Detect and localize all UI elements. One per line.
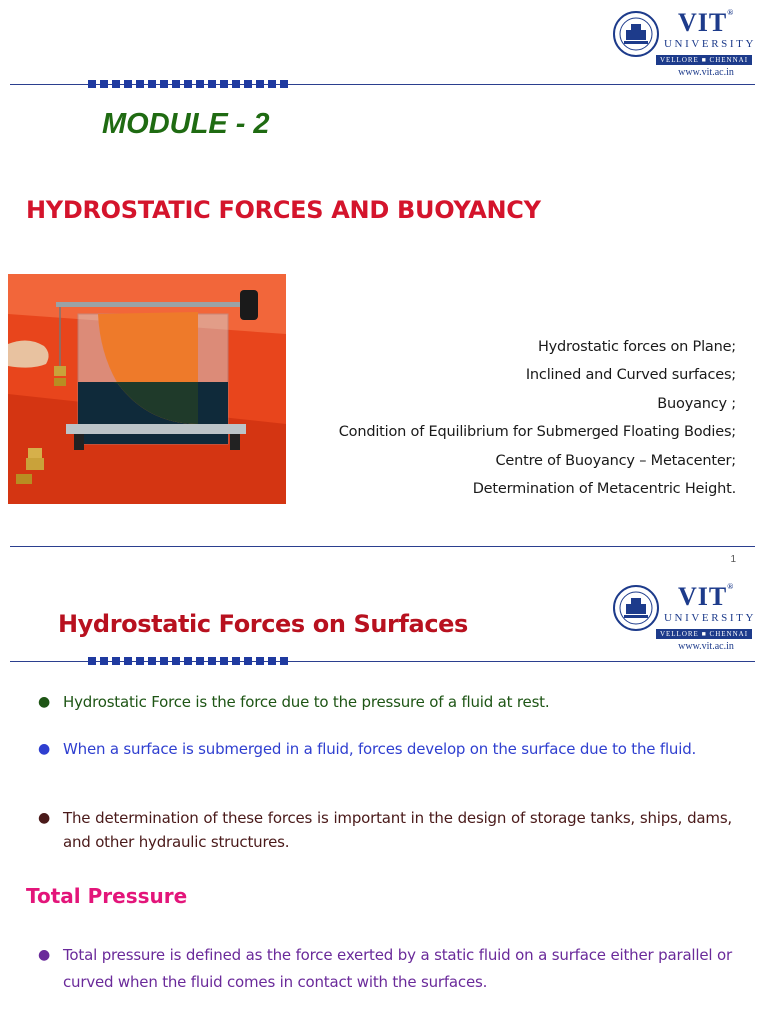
topic-item: Condition of Equilibrium for Submerged Floating Bodies;	[338, 424, 736, 441]
vit-logo	[612, 8, 754, 84]
university-seal-icon	[612, 10, 660, 58]
section-heading: Total Pressure	[26, 884, 188, 908]
bullet-dot-icon: ●	[38, 947, 51, 963]
logo-website: www.vit.ac.in	[678, 67, 734, 78]
topic-list	[339, 333, 736, 503]
vit-logo	[612, 582, 754, 658]
university-seal-icon	[612, 584, 660, 632]
topic-item: Centre of Buoyancy – Metacenter;	[495, 452, 736, 469]
bullet-dot-icon: ●	[38, 810, 51, 826]
logo-name: VIT®	[678, 8, 735, 37]
topic-item: Buoyancy ;	[657, 395, 736, 412]
list-item: ● When a surface is submerged in a fluid, forces develop on the surface due to the fluid.	[38, 737, 732, 761]
logo-subtitle: UNIVERSITY	[664, 612, 756, 624]
topic-item: Hydrostatic forces on Plane;	[537, 339, 736, 355]
header-dash-strip	[88, 80, 288, 88]
logo-campuses: VELLORE ■ CHENNAI	[656, 629, 752, 639]
logo-name: VIT®	[678, 582, 735, 611]
logo-campuses: VELLORE ■ CHENNAI	[656, 55, 752, 65]
list-item: ● The determination of these forces is important in the design of storage tanks, ships, dams, and other hydraulic structures.	[38, 806, 732, 854]
module-label: MODULE - 2	[102, 108, 270, 140]
footer-rule	[10, 546, 755, 547]
slide-title: Hydrostatic Forces on Surfaces	[58, 610, 468, 638]
logo-subtitle: UNIVERSITY	[664, 38, 756, 50]
page-number: 1	[730, 554, 736, 565]
slide-2	[0, 570, 768, 1024]
header-dash-strip	[88, 657, 288, 665]
logo-website: www.vit.ac.in	[678, 641, 734, 652]
bullet-dot-icon: ●	[38, 741, 51, 757]
list-item: ● Hydrostatic Force is the force due to the pressure of a fluid at rest.	[38, 690, 732, 714]
slide-title: HYDROSTATIC FORCES AND BUOYANCY	[26, 196, 541, 224]
bullet-dot-icon: ●	[38, 694, 51, 710]
topic-item: Determination of Metacentric Height.	[472, 481, 736, 498]
hydrostatic-apparatus-photo	[8, 274, 286, 504]
list-item: ● Total pressure is defined as the force exerted by a static fluid on a surface either parallel or curved when the fluid comes in contact with the surfaces.	[38, 942, 732, 996]
topic-item: Inclined and Curved surfaces;	[525, 367, 736, 384]
